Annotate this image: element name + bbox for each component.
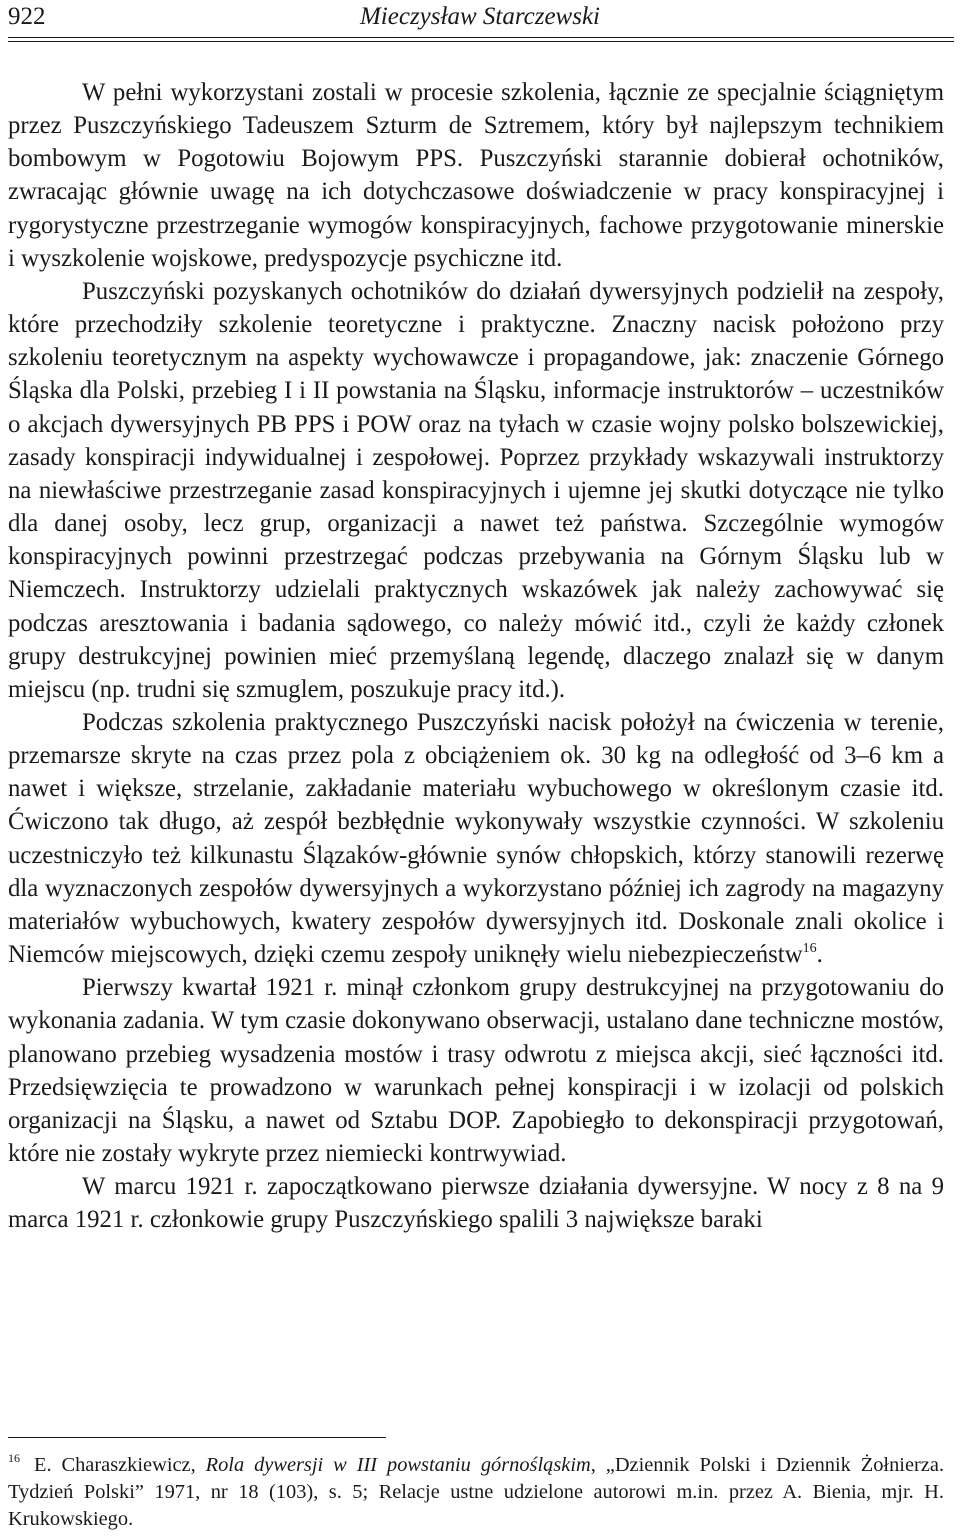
running-title-author: Mieczysław Starczewski [359,3,600,30]
paragraph-4: Pierwszy kwartał 1921 r. minął członkom grupy destrukcyjnej na przygotowaniu do wykonania zadania. W tym czasie dokonywano obserwacji, ustalano dane techniczne mostów, planowano przebieg wysadzenia mostów i trasy odwrotu z miejsca akcji, sieć łączności itd. Przedsięwzięcia te prowadzono w warunkach pełnej konspiracji i w izolacji od polskich organizacji na Śląsku, a nawet od Sztabu DOP. Zapobiegło to dekonspiracji przygotowań, które nie zostały wykryte przez niemiecki kontrwywiad. [8,974,944,1167]
footnote-text-before: E. Charaszkiewicz, [34,1454,206,1476]
paragraph-3-end: . [816,941,823,969]
footnote [8,1452,944,1533]
footnote-separator [8,1437,386,1438]
paragraph-3-text: Podczas szkolenia praktycznego Puszczyński nacisk położył na ćwiczenia w terenie, przemarsze skryte na czas przez pola z obciążeniem ok. 30 kg na odległość od 3–6 km a nawet i większe, strzelanie, zakładanie materiału wybuchowego w określonym czasie itd. Ćwiczono tak długo, aż zespół bezbłędnie wykonywały wszystkie czynności. W szkoleniu uczestniczyło też kilkunastu Ślązaków-głównie synów chłopskich, którzy stanowili rezerwę dla wyznaczonych zespołów dywersyjnych a wykorzystano później ich zagrody na magazyny materiałów wybuchowych, kwatery zespołów dywersyjnych itd. Doskonale znali okolice i Niemców miejscowych, dzięki czemu zespoły uniknęły wielu niebezpieczeństw [8,708,944,969]
paragraph-1: W pełni wykorzystani zostali w procesie szkolenia, łącznie ze specjalnie ściągniętym przez Puszczyńskiego Tadeuszem Szturm de Sztremem, który był najlepszym technikiem bombowym w Pogotowiu Bojowym PPS. Puszczyński starannie dobierał ochotników, zwracając głównie uwagę na ich dotychczasowe doświadczenie w pracy konspiracyjnej i rygorystyczne przestrzeganie wymogów konspiracyjnych, fachowe przygotowanie minerskie i wyszkolenie wojskowe, predyspozycje psychiczne itd. [8,79,944,272]
page-number: 922 [8,3,46,30]
paragraph-2: Puszczyński pozyskanych ochotników do działań dywersyjnych podzielił na zespoły, które przechodziły szkolenie teoretyczne i praktyczne. Znaczny nacisk położono przy szkoleniu teoretycznym na aspekty wychowawcze i propagandowe, jak: znaczenie Górnego Śląska dla Polski, przebieg I i II powstania na Śląsku, informacje instruktorów – uczestników o akcjach dywersyjnych PB PPS i POW oraz na tyłach w czasie wojny polsko bolszewickiej, zasady konspiracji indywidualnej i zespołowej. Poprzez przykłady wskazywali instruktorzy na niewłaściwe przestrzeganie zasad konspiracyjnych i ujemne jej skutki dotyczące nie tylko dla danej osoby, lecz grup, organizacji a nawet też państwa. Szczególnie wymogów konspiracyjnych powinni przestrzegać podczas przebywania na Górnym Śląsku lub w Niemczech. Instruktorzy udzielali praktycznych wskazówek jak należy zachowywać się podczas aresztowania i badania sądowego, co należy mówić itd., czyli że każdy członek grupy destrukcyjnej powinien mieć przemyślaną legendę, dlaczego znalazł się w danym miejscu (np. trudni się szmuglem, poszukuje pracy itd.). [8,277,944,703]
footnote-number: 16 [8,1451,20,1465]
paragraph-5: W marcu 1921 r. zapoczątkowano pierwsze działania dywersyjne. W nocy z 8 na 9 marca 1921 r. członkowie grupy Puszczyńskiego spalili 3 największe baraki [8,1173,944,1234]
body-text [8,76,944,1236]
paragraph-3 [8,706,944,971]
footnote-title: Rola dywersji w III powstaniu górnośląskim [205,1454,591,1476]
header-rule-top [8,37,954,38]
running-header [0,0,960,44]
footnote-reference[interactable]: 16 [802,941,817,957]
header-rule-bottom [8,41,954,42]
footnote-text-after: , „Dziennik Polski i Dziennik Żołnierza. Tydzień Polski” 1971, nr 18 (103), s. 5; Relacje ustne udzielone autorowi m.in. przez A. Bienia, mjr. H. Krukowskiego. [8,1454,944,1530]
